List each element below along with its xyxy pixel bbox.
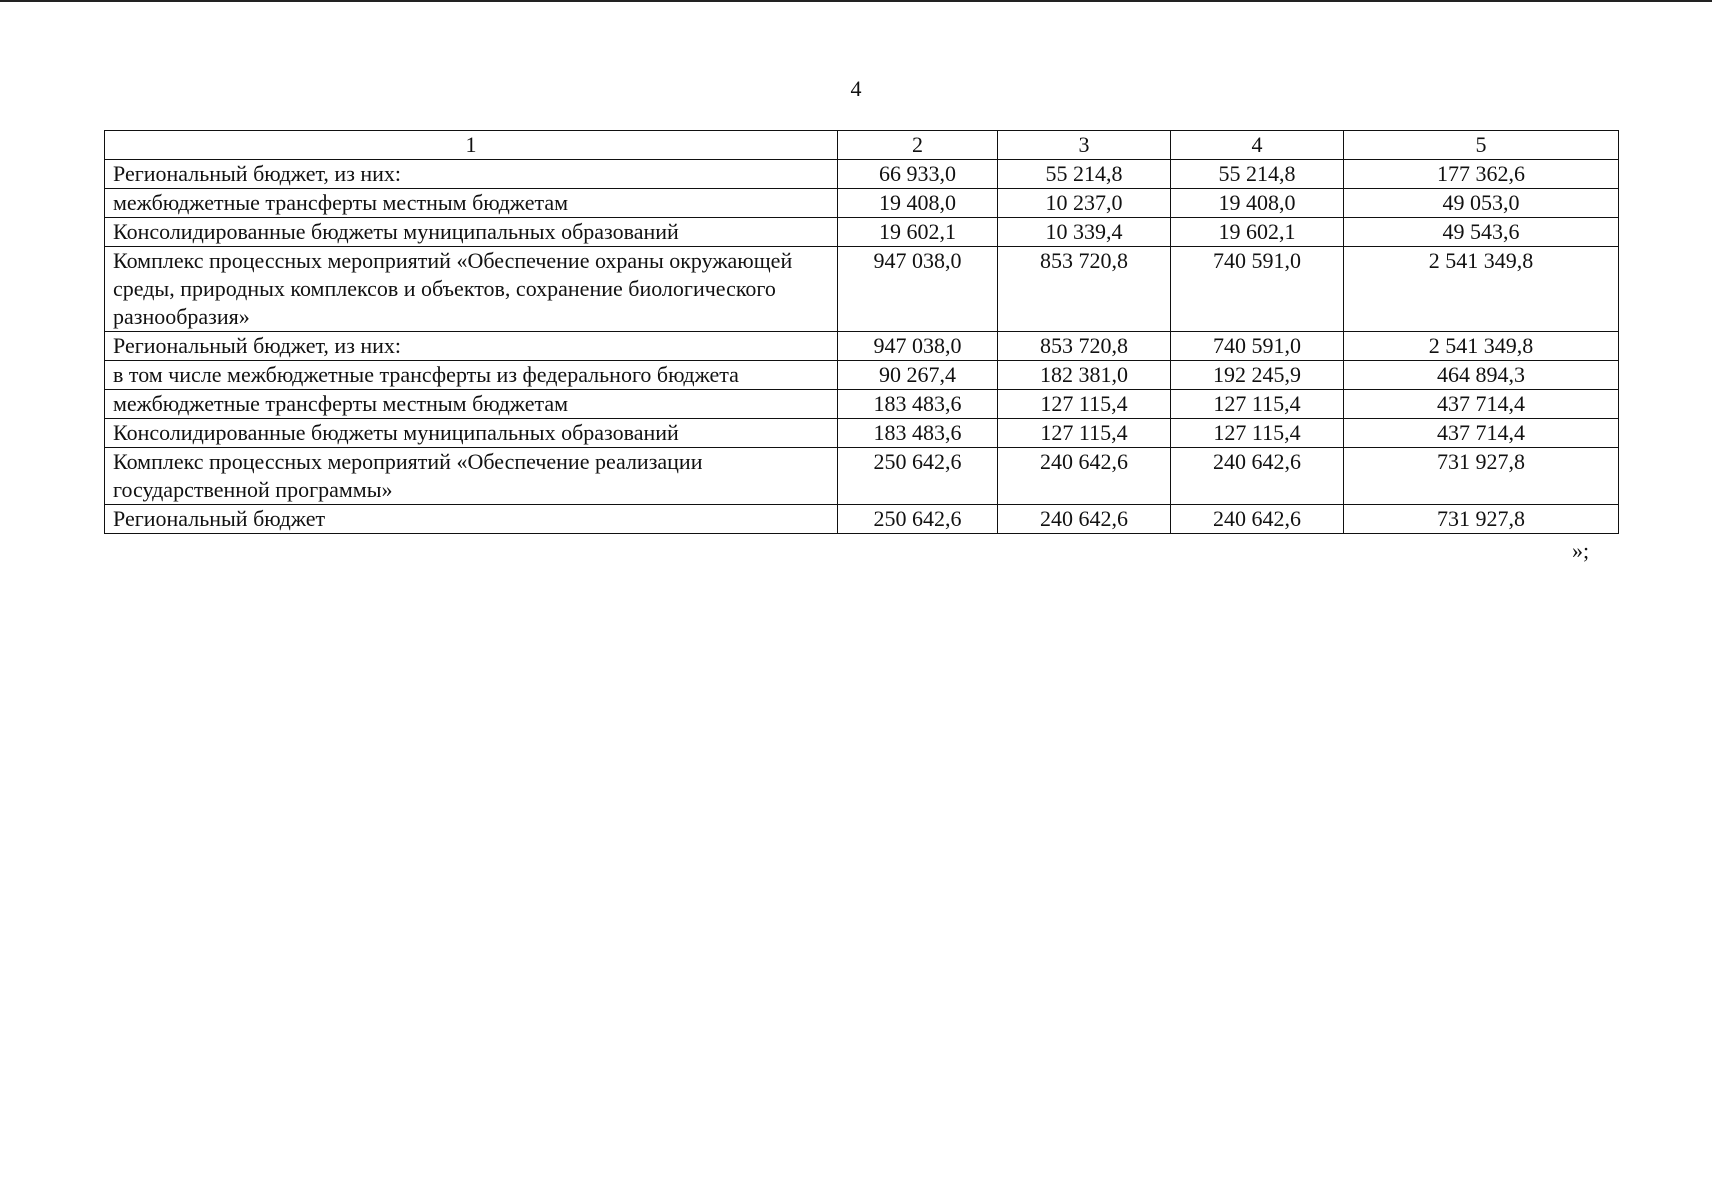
cell-value: 55 214,8 (998, 160, 1171, 189)
cell-value: 90 267,4 (838, 361, 998, 390)
column-header: 5 (1344, 131, 1619, 160)
cell-value: 127 115,4 (1171, 390, 1344, 419)
cell-value: 49 053,0 (1344, 189, 1619, 218)
cell-value: 19 602,1 (1171, 218, 1344, 247)
cell-value: 2 541 349,8 (1344, 247, 1619, 332)
cell-value: 2 541 349,8 (1344, 332, 1619, 361)
column-header: 3 (998, 131, 1171, 160)
cell-value: 183 483,6 (838, 419, 998, 448)
row-label: Консолидированные бюджеты муниципальных образований (105, 218, 838, 247)
cell-value: 250 642,6 (838, 448, 998, 505)
cell-value: 240 642,6 (1171, 505, 1344, 534)
cell-value: 740 591,0 (1171, 332, 1344, 361)
cell-value: 49 543,6 (1344, 218, 1619, 247)
row-label: Региональный бюджет (105, 505, 838, 534)
row-label: Комплекс процессных мероприятий «Обеспечение охраны окружающей среды, природных комплексов и объектов, сохранение биологического разнообразия» (105, 247, 838, 332)
column-header: 1 (105, 131, 838, 160)
cell-value: 947 038,0 (838, 247, 998, 332)
table-row (105, 332, 1619, 361)
table-row (105, 361, 1619, 390)
column-header: 2 (838, 131, 998, 160)
cell-value: 177 362,6 (1344, 160, 1619, 189)
table-row (105, 390, 1619, 419)
page-number: 4 (850, 76, 862, 101)
table-row (105, 247, 1619, 332)
cell-value: 66 933,0 (838, 160, 998, 189)
cell-value: 947 038,0 (838, 332, 998, 361)
cell-value: 10 339,4 (998, 218, 1171, 247)
cell-value: 731 927,8 (1344, 505, 1619, 534)
cell-value: 55 214,8 (1171, 160, 1344, 189)
row-label: Региональный бюджет, из них: (105, 160, 838, 189)
cell-value: 240 642,6 (998, 448, 1171, 505)
cell-value: 250 642,6 (838, 505, 998, 534)
cell-value: 731 927,8 (1344, 448, 1619, 505)
cell-value: 19 408,0 (838, 189, 998, 218)
table-row (105, 505, 1619, 534)
row-label: межбюджетные трансферты местным бюджетам (105, 390, 838, 419)
cell-value: 464 894,3 (1344, 361, 1619, 390)
cell-value: 740 591,0 (1171, 247, 1344, 332)
table-row (105, 448, 1619, 505)
table-row (105, 189, 1619, 218)
cell-value: 19 408,0 (1171, 189, 1344, 218)
cell-value: 182 381,0 (998, 361, 1171, 390)
table-header-row (105, 131, 1619, 160)
cell-value: 192 245,9 (1171, 361, 1344, 390)
cell-value: 127 115,4 (998, 390, 1171, 419)
table-row (105, 419, 1619, 448)
row-label: Комплекс процессных мероприятий «Обеспечение реализации государственной программы» (105, 448, 838, 505)
cell-value: 127 115,4 (1171, 419, 1344, 448)
cell-value: 853 720,8 (998, 332, 1171, 361)
top-border-line (0, 0, 1712, 2)
cell-value: 19 602,1 (838, 218, 998, 247)
table-row (105, 160, 1619, 189)
row-label: Региональный бюджет, из них: (105, 332, 838, 361)
cell-value: 183 483,6 (838, 390, 998, 419)
cell-value: 10 237,0 (998, 189, 1171, 218)
column-header: 4 (1171, 131, 1344, 160)
cell-value: 437 714,4 (1344, 419, 1619, 448)
closing-quote-mark: »; (1572, 538, 1590, 563)
cell-value: 437 714,4 (1344, 390, 1619, 419)
cell-value: 240 642,6 (998, 505, 1171, 534)
budget-table (104, 130, 1619, 534)
cell-value: 240 642,6 (1171, 448, 1344, 505)
cell-value: 853 720,8 (998, 247, 1171, 332)
row-label: в том числе межбюджетные трансферты из федерального бюджета (105, 361, 838, 390)
table-row (105, 218, 1619, 247)
row-label: Консолидированные бюджеты муниципальных образований (105, 419, 838, 448)
row-label: межбюджетные трансферты местным бюджетам (105, 189, 838, 218)
cell-value: 127 115,4 (998, 419, 1171, 448)
